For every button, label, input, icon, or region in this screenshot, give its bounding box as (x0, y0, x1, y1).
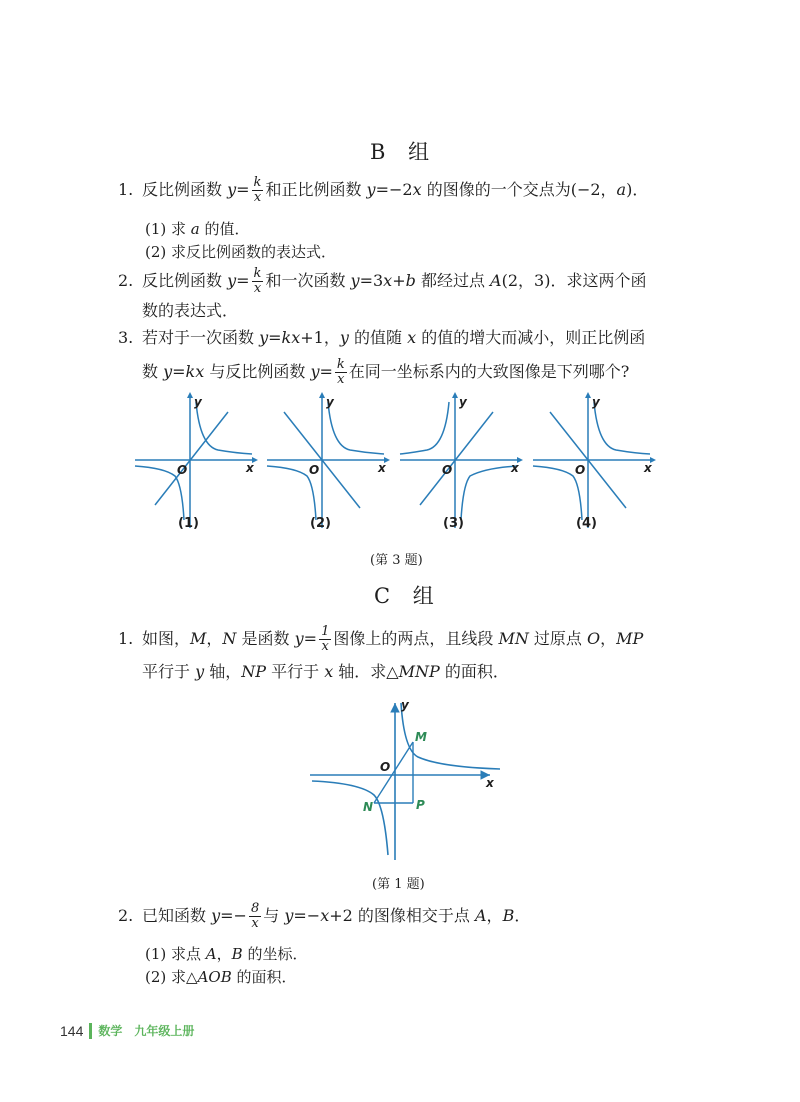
text: 和正比例函数 (265, 180, 367, 199)
var: y (195, 662, 205, 681)
text: = (319, 362, 333, 381)
text: =−2 (375, 180, 413, 199)
var: x (324, 662, 334, 681)
text: = (268, 328, 282, 347)
denominator: x (251, 916, 259, 931)
var: M (190, 629, 207, 648)
var: y (227, 180, 237, 199)
fraction-1-over-x (319, 625, 331, 654)
text: = (236, 180, 250, 199)
b-q2-line2: 数的表达式． (142, 301, 239, 320)
text: 如图， (142, 629, 191, 648)
numerator: k (253, 175, 262, 190)
hyperbola-branch-q3 (312, 781, 388, 855)
text: 过原点 (528, 629, 588, 648)
x-axis-label: x (246, 461, 254, 475)
denominator: x (253, 190, 262, 205)
var: y (259, 328, 269, 347)
c-question-1 (118, 625, 643, 654)
y-axis-label: y (401, 698, 409, 712)
text: 是函数 (236, 629, 295, 648)
text: 在同一坐标系内的大致图像是下列哪个? (348, 362, 630, 381)
question-number: 3. (118, 328, 134, 347)
var: y (284, 906, 294, 925)
denominator: x (337, 372, 345, 387)
footer-grade: 九年级上册 (134, 1024, 195, 1038)
fraction-k-over-x (335, 358, 347, 387)
y-axis-label: y (592, 395, 600, 409)
b-q3-line2 (142, 358, 629, 387)
section-b-title: B 组 (370, 140, 438, 164)
text: ． (514, 906, 531, 925)
text: ， (216, 945, 232, 963)
q3-graph-row (130, 388, 670, 538)
text: =− (220, 906, 247, 925)
q3-caption: (第 3 题) (370, 553, 423, 568)
text: 的值． (199, 220, 250, 238)
numerator: k (336, 357, 345, 372)
var: x (320, 906, 330, 925)
q3-graph-label: (3) (443, 516, 464, 531)
text: 的图像的一个交点为(−2， (421, 180, 617, 199)
text: 的坐标． (242, 945, 308, 963)
var: y (339, 328, 349, 347)
text: 平行于 (142, 662, 196, 681)
numerator: k (253, 266, 262, 281)
b-question-1 (118, 176, 648, 205)
var: x (407, 328, 417, 347)
var: y (310, 362, 320, 381)
fraction-8-over-x (249, 902, 261, 931)
page-number: 144 (60, 1022, 84, 1039)
numerator: 1 (321, 624, 330, 639)
origin-label: O (575, 463, 586, 477)
var: A (205, 945, 217, 963)
hyperbola-branch-a (328, 402, 384, 454)
text: 的面积． (231, 968, 297, 986)
c-q1-figure (300, 695, 510, 865)
var: y (227, 271, 237, 290)
text: )． (626, 180, 649, 199)
var: B (502, 906, 515, 925)
var: x (412, 180, 422, 199)
y-axis-label: y (459, 395, 467, 409)
point-m-label: M (415, 730, 427, 744)
text: ， (206, 629, 223, 648)
text: 的值的增大而减小，则正比例函 (416, 328, 646, 347)
text: ， (600, 629, 617, 648)
text: 若对于一次函数 (142, 328, 260, 347)
q3-graph-label: (2) (310, 516, 331, 531)
question-number: 1. (118, 629, 134, 648)
b-q1-sub2: (2) 求反比例函数的表达式． (145, 243, 337, 261)
var: O (587, 629, 601, 648)
b-question-2 (118, 267, 646, 296)
text: (1) 求点 (145, 945, 206, 963)
hyperbola-branch-b (461, 466, 517, 520)
text: + (392, 271, 406, 290)
footer-divider (89, 1023, 92, 1039)
q3-graph-label: (4) (576, 516, 597, 531)
var: B (231, 945, 243, 963)
point-n-label: N (363, 800, 374, 814)
x-axis-label: x (378, 461, 386, 475)
var: MNP (398, 662, 440, 681)
text: 的值随 (348, 328, 408, 347)
var: NP (241, 662, 266, 681)
origin-label: O (380, 760, 391, 774)
text: +1， (300, 328, 340, 347)
var: y (163, 362, 173, 381)
q3-graph-label: (1) (178, 516, 199, 531)
text: 与 (263, 906, 285, 925)
var: A (474, 906, 487, 925)
denominator: x (321, 639, 329, 654)
footer-subject: 数学 (98, 1024, 123, 1038)
origin-label: O (309, 463, 320, 477)
c-question-2 (118, 902, 530, 931)
text: 反比例函数 (142, 271, 228, 290)
x-axis-label: x (486, 776, 494, 790)
b-q1-sub1 (145, 218, 250, 239)
c-q2-sub1 (145, 943, 307, 964)
text: 的面积． (439, 662, 509, 681)
text: +2 的图像相交于点 (329, 906, 475, 925)
text: 轴．求△ (333, 662, 399, 681)
proportional-line (155, 412, 228, 505)
x-axis-label: x (644, 461, 652, 475)
fraction-k-over-x (252, 267, 264, 296)
y-axis-arrow (319, 392, 325, 398)
text: 和一次函数 (265, 271, 351, 290)
var: MP (616, 629, 644, 648)
var: MN (498, 629, 529, 648)
y-axis-label: y (326, 395, 334, 409)
text: 平行于 (266, 662, 325, 681)
c-q2-sub2 (145, 966, 297, 987)
var: A (490, 271, 502, 290)
text: = (172, 362, 186, 381)
text: (2) 求△ (145, 968, 198, 986)
var: a (190, 220, 200, 238)
y-axis-label: y (194, 395, 202, 409)
point-p-label: P (416, 798, 425, 812)
c-q1-line2 (142, 661, 509, 683)
y-axis-arrow (187, 392, 193, 398)
text: =− (293, 906, 321, 925)
text: 轴， (204, 662, 242, 681)
text: 图像上的两点，且线段 (333, 629, 499, 648)
question-number: 1. (118, 180, 134, 199)
var: b (405, 271, 416, 290)
text: 反比例函数 (142, 180, 228, 199)
origin-label: O (177, 463, 188, 477)
var: a (616, 180, 627, 199)
text: 已知函数 (142, 906, 212, 925)
text: 都经过点 (415, 271, 491, 290)
var: y (366, 180, 376, 199)
hyperbola-branch-a (594, 402, 650, 454)
hyperbola-branch-a (196, 402, 252, 454)
page-footer (60, 1022, 194, 1039)
text: = (303, 629, 318, 648)
text: =3 (359, 271, 384, 290)
var: y (350, 271, 360, 290)
origin-label: O (442, 463, 453, 477)
var: y (294, 629, 304, 648)
var: AOB (197, 968, 232, 986)
var: N (222, 629, 237, 648)
c-q1-caption: (第 1 题) (372, 877, 425, 892)
x-axis-label: x (511, 461, 519, 475)
text: 数 (142, 362, 164, 381)
denominator: x (253, 281, 262, 296)
text: = (236, 271, 250, 290)
text: ， (486, 906, 503, 925)
y-axis-arrow (452, 392, 458, 398)
var: kx (185, 362, 205, 381)
b-question-3 (118, 327, 645, 349)
var: kx (281, 328, 301, 347)
proportional-line (420, 412, 493, 505)
text: 与反比例函数 (204, 362, 311, 381)
numerator: 8 (250, 901, 260, 916)
y-axis-arrow (585, 392, 591, 398)
question-number: 2. (118, 906, 134, 925)
text: (1) 求 (145, 220, 191, 238)
var: x (383, 271, 393, 290)
hyperbola-branch-a (400, 402, 449, 454)
var: y (211, 906, 221, 925)
section-c-title: C 组 (374, 584, 442, 608)
question-number: 2. (118, 271, 134, 290)
text: (2，3)．求这两个函 (501, 271, 647, 290)
fraction-k-over-x (252, 176, 264, 205)
